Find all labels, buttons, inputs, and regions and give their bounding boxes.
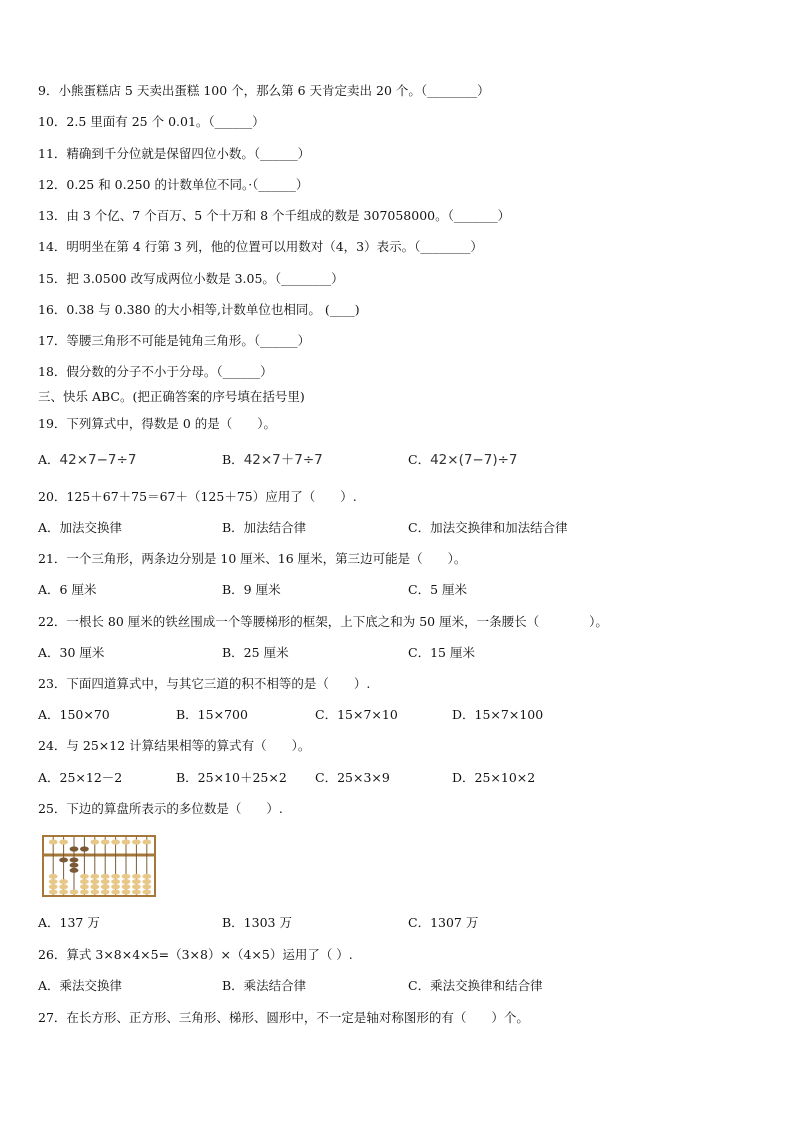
abacus-upper-bead xyxy=(101,839,110,844)
abacus-lower-bead xyxy=(59,890,68,895)
option-23-c[interactable]: C．15×7×10 xyxy=(315,707,398,722)
question-27: 27．在长方形、正方形、三角形、梯形、圆形中，不一定是轴对称图形的有（ ）个。 xyxy=(38,1010,529,1025)
option-21-a[interactable]: A．6 厘米 xyxy=(38,582,97,597)
question-11: 11．精确到千分位就是保留四位小数。（______） xyxy=(38,146,311,161)
abacus-lower-bead xyxy=(122,884,131,889)
option-21-c[interactable]: C．5 厘米 xyxy=(408,582,467,597)
abacus-upper-bead xyxy=(132,839,141,844)
option-20-a[interactable]: A．加法交换律 xyxy=(38,520,123,535)
abacus-lower-bead xyxy=(80,890,89,895)
section-heading: 三、快乐 ABC。(把正确答案的序号填在括号里) xyxy=(38,389,305,404)
option-22-b[interactable]: B．25 厘米 xyxy=(222,645,289,660)
abacus-lower-bead xyxy=(49,890,58,895)
question-22: 22．一根长 80 厘米的铁丝围成一个等腰梯形的框架，上下底之和为 50 厘米，一条腰长（ ）。 xyxy=(38,614,608,629)
option-20-c[interactable]: C．加法交换律和加法结合律 xyxy=(408,520,568,535)
option-24-d[interactable]: D．25×10×2 xyxy=(452,770,536,785)
abacus-lower-bead xyxy=(101,874,110,879)
abacus-lower-bead xyxy=(90,884,99,889)
question-9: 9．小熊蛋糕店 5 天卖出蛋糕 100 个，那么第 6 天肯定卖出 20 个。（________） xyxy=(38,83,490,98)
question-23: 23．下面四道算式中，与其它三道的积不相等的是（ ）. xyxy=(38,676,371,691)
math-expression: 42×7＋7÷7 xyxy=(243,452,323,468)
question-24: 24．与 25×12 计算结果相等的算式有（ ）。 xyxy=(38,738,311,753)
abacus-lower-bead xyxy=(90,879,99,884)
abacus-lower-bead xyxy=(70,863,79,868)
option-25-c[interactable]: C．1307 万 xyxy=(408,915,479,930)
question-26: 26．算式 3×8×4×5=（3×8）×（4×5）运用了（ ）. xyxy=(38,947,353,962)
abacus-lower-bead xyxy=(111,879,120,884)
abacus-lower-bead xyxy=(111,890,120,895)
option-25-b[interactable]: B．1303 万 xyxy=(222,915,292,930)
option-21-b[interactable]: B．9 厘米 xyxy=(222,582,281,597)
option-letter: B． xyxy=(222,452,244,467)
question-10: 10．2.5 里面有 25 个 0.01。（______） xyxy=(38,114,265,129)
abacus-lower-bead xyxy=(80,884,89,889)
abacus-lower-bead xyxy=(49,879,58,884)
abacus-lower-bead xyxy=(59,884,68,889)
option-24-a[interactable]: A．25×12－2 xyxy=(38,770,123,785)
abacus-lower-bead xyxy=(59,879,68,884)
math-expression: 42×7−7÷7 xyxy=(59,452,137,468)
abacus-lower-bead xyxy=(122,879,131,884)
abacus-upper-bead xyxy=(142,839,151,844)
question-12: 12．0.25 和 0.250 的计数单位不同。·（______） xyxy=(38,177,309,192)
abacus-lower-bead xyxy=(49,874,58,879)
abacus-upper-bead xyxy=(122,839,131,844)
abacus-upper-bead xyxy=(90,839,99,844)
abacus-lower-bead xyxy=(70,890,79,895)
abacus-lower-bead xyxy=(59,858,68,863)
abacus-lower-bead xyxy=(101,884,110,889)
abacus-lower-bead xyxy=(101,879,110,884)
option-24-c[interactable]: C．25×3×9 xyxy=(315,770,390,785)
abacus-upper-bead xyxy=(59,839,68,844)
abacus-lower-bead xyxy=(132,879,141,884)
abacus-lower-bead xyxy=(132,884,141,889)
abacus-beam xyxy=(43,854,155,857)
question-21: 21．一个三角形，两条边分别是 10 厘米、16 厘米，第三边可能是（ ）。 xyxy=(38,551,467,566)
abacus-lower-bead xyxy=(80,879,89,884)
option-19-a[interactable] xyxy=(38,452,136,468)
abacus-upper-bead xyxy=(70,846,79,851)
question-16: 16．0.38 与 0.380 的大小相等,计数单位也相同。 (____) xyxy=(38,302,360,317)
option-26-b[interactable]: B．乘法结合律 xyxy=(222,978,307,993)
abacus-lower-bead xyxy=(122,874,131,879)
abacus-lower-bead xyxy=(142,879,151,884)
question-20: 20．125＋67＋75＝67＋（125＋75）应用了（ ）. xyxy=(38,489,357,504)
option-24-b[interactable]: B．25×10＋25×2 xyxy=(176,770,287,785)
abacus-lower-bead xyxy=(142,874,151,879)
option-25-a[interactable]: A．137 万 xyxy=(38,915,100,930)
option-22-c[interactable]: C．15 厘米 xyxy=(408,645,475,660)
question-18: 18．假分数的分子不小于分母。（______） xyxy=(38,364,273,379)
question-25: 25．下边的算盘所表示的多位数是（ ）. xyxy=(38,801,283,816)
abacus-lower-bead xyxy=(142,884,151,889)
question-13: 13．由 3 个亿、7 个百万、5 个十万和 8 个千组成的数是 307058000。（_______） xyxy=(38,208,511,223)
abacus-lower-bead xyxy=(122,890,131,895)
option-26-c[interactable]: C．乘法交换律和结合律 xyxy=(408,978,543,993)
abacus-lower-bead xyxy=(111,874,120,879)
math-expression: 42×(7−7)÷7 xyxy=(430,452,518,468)
abacus-lower-bead xyxy=(101,890,110,895)
abacus-lower-bead xyxy=(142,890,151,895)
abacus-lower-bead xyxy=(70,858,79,863)
abacus-lower-bead xyxy=(80,874,89,879)
question-14: 14．明明坐在第 4 行第 3 列，他的位置可以用数对（4，3）表示。（________） xyxy=(38,239,483,254)
option-letter: A． xyxy=(38,452,60,467)
option-letter: C． xyxy=(408,452,431,467)
question-19: 19．下列算式中，得数是 0 的是（ ）。 xyxy=(38,416,277,431)
option-22-a[interactable]: A．30 厘米 xyxy=(38,645,105,660)
option-23-a[interactable]: A．150×70 xyxy=(38,707,110,722)
option-20-b[interactable]: B．加法结合律 xyxy=(222,520,307,535)
option-26-a[interactable]: A．乘法交换律 xyxy=(38,978,123,993)
option-23-d[interactable]: D．15×7×100 xyxy=(452,707,544,722)
abacus-lower-bead xyxy=(90,890,99,895)
abacus-image xyxy=(42,835,156,897)
abacus-lower-bead xyxy=(132,874,141,879)
abacus-lower-bead xyxy=(70,868,79,873)
abacus-lower-bead xyxy=(49,884,58,889)
option-19-b[interactable] xyxy=(222,452,323,468)
option-19-c[interactable] xyxy=(408,452,518,468)
abacus-upper-bead xyxy=(80,846,89,851)
abacus-lower-bead xyxy=(111,884,120,889)
option-23-b[interactable]: B．15×700 xyxy=(176,707,248,722)
abacus-lower-bead xyxy=(90,874,99,879)
abacus-upper-bead xyxy=(49,839,58,844)
abacus-upper-bead xyxy=(111,839,120,844)
abacus-lower-bead xyxy=(132,890,141,895)
question-17: 17．等腰三角形不可能是钝角三角形。（______） xyxy=(38,333,311,348)
question-15: 15．把 3.0500 改写成两位小数是 3.05。（________） xyxy=(38,271,344,286)
